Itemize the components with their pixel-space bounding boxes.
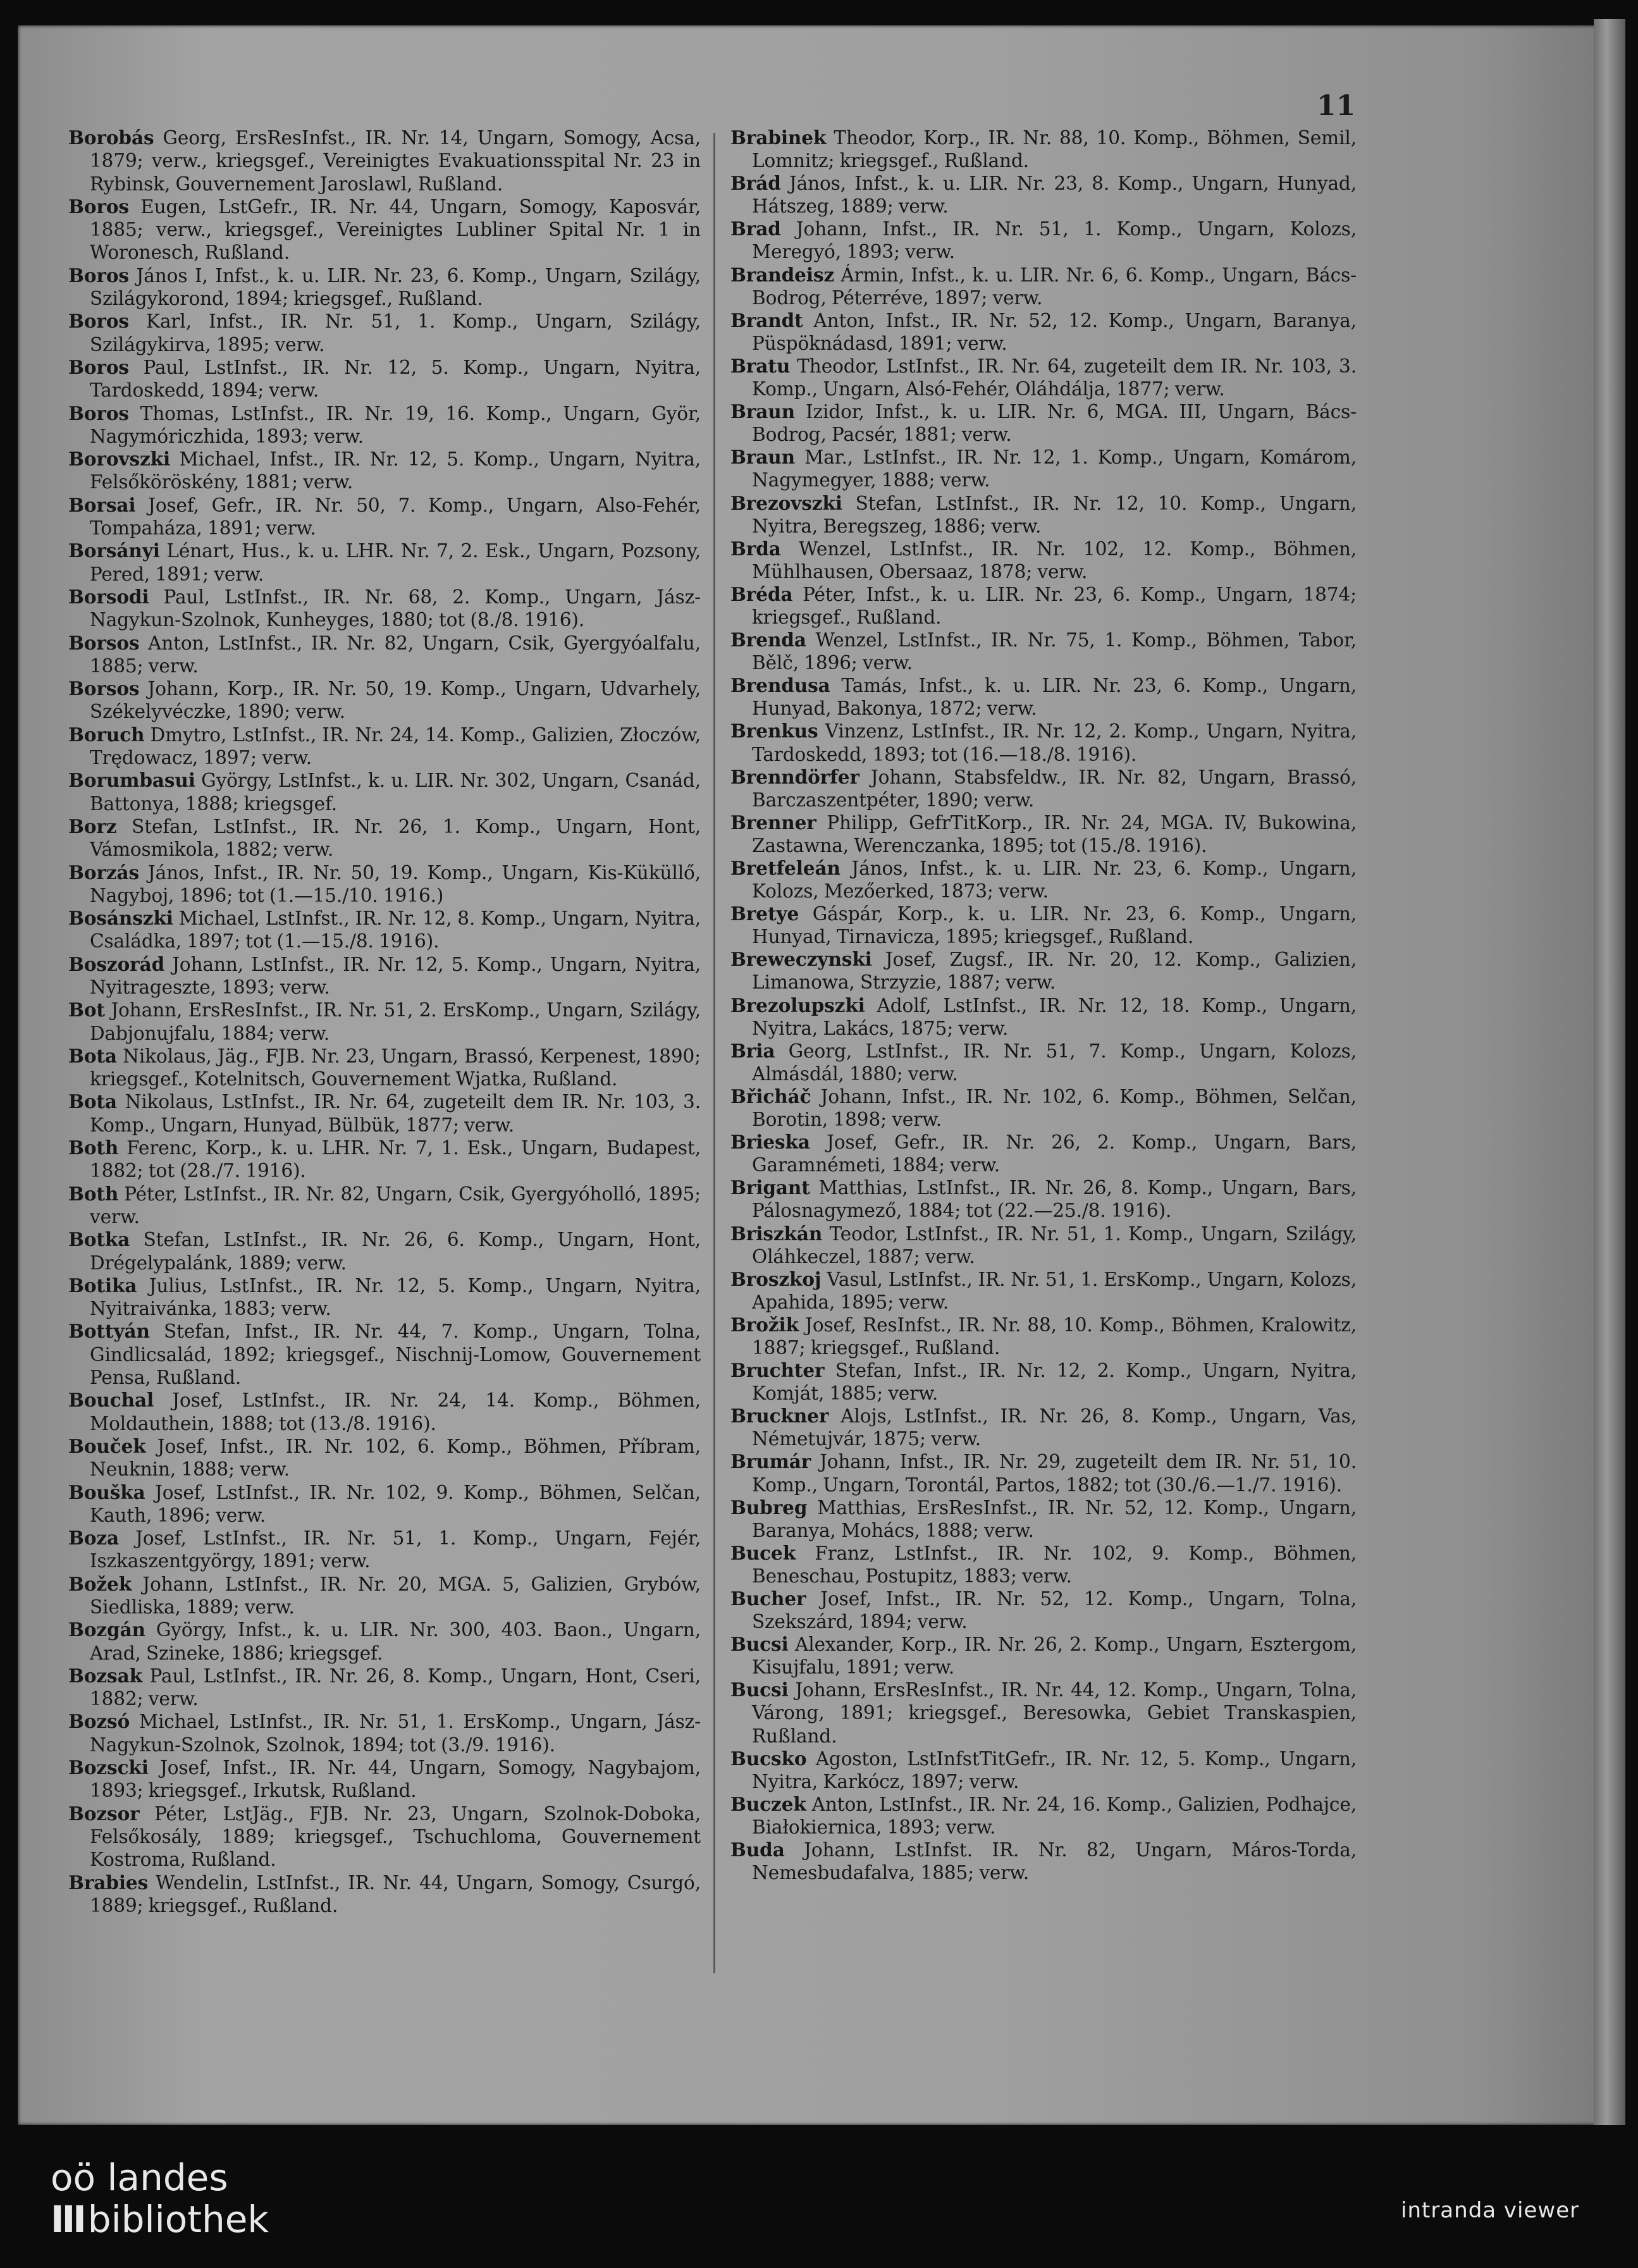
entry-details: Johann, Korp., IR. Nr. 50, 19. Komp., Ungarn, Udvarhely, Székelyvéczke, 1890; verw. [90, 678, 701, 723]
register-entry [730, 1747, 1357, 1793]
logo-line-2 [51, 2198, 269, 2240]
entry-surname: Brandt [730, 309, 803, 331]
entry-surname: Braun [730, 446, 795, 469]
entry-details: Vasul, LstInfst., IR. Nr. 51, 1. ErsKomp., Ungarn, Kolozs, Apahida, 1895; verw. [752, 1268, 1357, 1313]
entry-surname: Borovszki [68, 448, 171, 471]
entry-surname: Bota [68, 1090, 117, 1113]
entry-surname: Buda [730, 1839, 785, 1861]
library-logo[interactable] [51, 2157, 269, 2240]
register-entry [68, 1274, 701, 1321]
entry-surname: Bucsi [730, 1633, 789, 1656]
register-entry [68, 1618, 701, 1665]
register-entry [68, 632, 701, 678]
register-entry [730, 355, 1357, 400]
entry-surname: Brigant [730, 1176, 810, 1199]
register-entry [68, 1137, 701, 1183]
entry-surname: Bubreg [730, 1496, 808, 1519]
register-entry [68, 1435, 701, 1481]
entry-details: Stefan, Infst., IR. Nr. 44, 7. Komp., Ungarn, Tolna, Gindlicsalád, 1892; kriegsgef., Nischnij-Lomow, Gouvernement Pensa, Rußland. [90, 1321, 701, 1389]
entry-surname: Boruch [68, 723, 145, 746]
entry-details: Gáspár, Korp., k. u. LIR. Nr. 23, 6. Komp., Ungarn, Hunyad, Tirnavicza, 1895; kriegsgef., Rußland. [752, 903, 1357, 948]
register-entry [730, 1314, 1357, 1359]
entry-surname: Both [68, 1182, 119, 1205]
entry-surname: Brendusa [730, 674, 830, 697]
entry-surname: Brabinek [730, 126, 827, 149]
entry-surname: Borsos [68, 677, 140, 700]
register-entry [68, 448, 701, 494]
entry-surname: Bretye [730, 903, 799, 925]
register-entry [68, 1045, 701, 1091]
logo-line-2-text: bibliothek [87, 2198, 269, 2241]
entry-details: Teodor, LstInfst., IR. Nr. 51, 1. Komp., Ungarn, Szilágy, Oláhkeczel, 1887; verw. [752, 1223, 1357, 1267]
entry-surname: Bréda [730, 582, 793, 605]
entry-details: János, Infst., IR. Nr. 50, 19. Komp., Ungarn, Kis-Küküllő, Nagyboj, 1896; tot (1.—15./10. 1916.) [90, 861, 701, 906]
entry-details: Philipp, GefrTitKorp., IR. Nr. 24, MGA. IV, Bukowina, Zastawna, Werenczanka, 1895; tot (15./8. 1916). [752, 811, 1357, 856]
register-entry [730, 1450, 1357, 1496]
register-entry [730, 1633, 1357, 1679]
entry-details: Michael, LstInfst., IR. Nr. 12, 8. Komp., Ungarn, Nyitra, Családka, 1897; tot (1.—15./8. 1916). [90, 908, 701, 952]
entry-details: Julius, LstInfst., IR. Nr. 12, 5. Komp., Ungarn, Nyitra, Nyitraivánka, 1883; verw. [90, 1274, 701, 1320]
column-divider [713, 133, 715, 1973]
entry-surname: Braun [730, 400, 795, 423]
entry-surname: Bouček [68, 1434, 146, 1457]
register-entry [730, 1223, 1357, 1268]
entry-surname: Brenda [730, 629, 806, 651]
entry-details: Theodor, Korp., IR. Nr. 88, 10. Komp., Böhmen, Semil, Lomnitz; kriegsgef., Rußland. [752, 127, 1357, 172]
entry-details: Paul, LstInfst., IR. Nr. 26, 8. Komp., Ungarn, Hont, Cseri, 1882; verw. [90, 1665, 701, 1710]
entry-details: Johann, LstInfst. IR. Nr. 82, Ungarn, Máros-Torda, Nemesbudafalva, 1885; verw. [752, 1839, 1357, 1884]
entry-details: Georg, ErsResInfst., IR. Nr. 14, Ungarn, Somogy, Acsa, 1879; verw., kriegsgef., Vereinigtes Evakuationsspital Nr. 23 in Rybinsk, Gouvernement Jaroslawl, Rußland. [90, 127, 701, 195]
entry-details: Nikolaus, LstInfst., IR. Nr. 64, zugeteilt dem IR. Nr. 103, 3. Komp., Ungarn, Hunyad, Bülbük, 1877; verw. [90, 1091, 701, 1136]
entry-surname: Both [68, 1137, 119, 1159]
register-entry [68, 264, 701, 311]
entry-surname: Boros [68, 195, 129, 218]
register-entry [68, 1320, 701, 1389]
entry-surname: Bruckner [730, 1405, 829, 1427]
page-edge [1594, 19, 1625, 2131]
entry-surname: Boros [68, 310, 129, 333]
register-entry [730, 1405, 1357, 1450]
entry-surname: Bot [68, 999, 105, 1021]
entry-surname: Bozsak [68, 1664, 142, 1687]
entry-details: Anton, LstInfst., IR. Nr. 82, Ungarn, Csik, Gyergyóalfalu, 1885; verw. [90, 632, 701, 677]
entry-details: György, Infst., k. u. LIR. Nr. 300, 403. Baon., Ungarn, Arad, Szineke, 1886; kriegsgef. [90, 1619, 701, 1664]
entry-details: Péter, LstJäg., FJB. Nr. 23, Ungarn, Szolnok-Doboka, Felsőkosály, 1889; kriegsgef., Tschuchloma, Gouvernement Kostroma, Rußland. [90, 1803, 701, 1871]
register-entry [730, 903, 1357, 948]
register-entry [68, 1527, 701, 1573]
entry-details: Anton, LstInfst., IR. Nr. 24, 16. Komp., Galizien, Podhajce, Białokiernica, 1893; verw. [752, 1793, 1357, 1838]
register-entry [68, 539, 701, 586]
register-entry [68, 1389, 701, 1435]
entry-details: Alojs, LstInfst., IR. Nr. 26, 8. Komp., Ungarn, Vas, Németujvár, 1875; verw. [752, 1405, 1357, 1450]
entry-surname: Bota [68, 1044, 117, 1067]
entry-surname: Bozsor [68, 1802, 140, 1825]
logo-bars-icon: III [51, 2198, 84, 2241]
entry-details: Péter, Infst., k. u. LIR. Nr. 23, 6. Komp., Ungarn, 1874; kriegsgef., Rußland. [752, 583, 1357, 628]
entry-surname: Boros [68, 264, 129, 287]
register-entry [730, 1268, 1357, 1314]
register-entry [730, 674, 1357, 720]
entry-surname: Bucsko [730, 1747, 807, 1770]
entry-details: Michael, LstInfst., IR. Nr. 51, 1. ErsKomp., Ungarn, Jász-Nagykun-Szolnok, Szolnok, 1894; tot (3./9. 1916). [90, 1711, 701, 1756]
entry-details: Josef, LstInfst., IR. Nr. 51, 1. Komp., Ungarn, Fejér, Iszkaszentgyörgy, 1891; verw. [90, 1527, 701, 1572]
entry-surname: Brád [730, 172, 781, 195]
entry-surname: Brenndörfer [730, 765, 859, 788]
register-entry [730, 446, 1357, 491]
viewer-brand[interactable]: intranda viewer [1401, 2198, 1580, 2223]
entry-surname: Bouška [68, 1481, 145, 1503]
register-entry [730, 1587, 1357, 1633]
entry-details: Péter, LstInfst., IR. Nr. 82, Ungarn, Csik, Gyergyóholló, 1895; verw. [90, 1183, 701, 1228]
entry-surname: Brda [730, 537, 781, 560]
register-entry [730, 1131, 1357, 1176]
register-entry [730, 1496, 1357, 1542]
entry-surname: Bretfeleán [730, 857, 841, 879]
register-entry [730, 538, 1357, 583]
register-entry [68, 586, 701, 632]
register-entry [68, 815, 701, 861]
register-entry [730, 1793, 1357, 1839]
entry-surname: Borsos [68, 631, 140, 654]
entry-details: Johann, ErsResInfst., IR. Nr. 44, 12. Komp., Ungarn, Tolna, Várong, 1891; kriegsgef., Beresowka, Gebiet Transkaspien, Rußland. [752, 1679, 1357, 1747]
page-number: 11 [1317, 90, 1356, 122]
entry-details: Ferenc, Korp., k. u. LHR. Nr. 7, 1. Esk., Ungarn, Budapest, 1882; tot (28./7. 1916). [90, 1137, 701, 1182]
entry-details: Johann, LstInfst., IR. Nr. 20, MGA. 5, Galizien, Grybów, Siedliska, 1889; verw. [90, 1573, 701, 1618]
entry-surname: Borz [68, 815, 117, 837]
register-entry [68, 953, 701, 999]
register-entry [730, 811, 1357, 857]
entry-details: Josef, Zugsf., IR. Nr. 20, 12. Komp., Galizien, Limanowa, Strzyzie, 1887; verw. [752, 949, 1357, 994]
entry-surname: Bouchal [68, 1389, 154, 1412]
entry-details: Stefan, LstInfst., IR. Nr. 26, 1. Komp., Ungarn, Hont, Vámosmikola, 1882; verw. [90, 815, 701, 861]
entry-details: Stefan, Infst., IR. Nr. 12, 2. Komp., Ungarn, Nyitra, Komját, 1885; verw. [752, 1360, 1357, 1405]
entry-details: Tamás, Infst., k. u. LIR. Nr. 23, 6. Komp., Ungarn, Hunyad, Bakonya, 1872; verw. [752, 675, 1357, 720]
entry-surname: Bucher [730, 1587, 806, 1610]
entry-surname: Borsai [68, 493, 136, 516]
register-entry [730, 1542, 1357, 1587]
register-entry [68, 195, 701, 264]
entry-surname: Bosánszki [68, 907, 173, 930]
register-entry [730, 1839, 1357, 1884]
entry-surname: Bottyán [68, 1320, 150, 1343]
register-entry [68, 1090, 701, 1137]
entry-details: Thomas, LstInfst., IR. Nr. 19, 16. Komp., Ungarn, Györ, Nagymóriczhida, 1893; verw. [90, 402, 701, 447]
register-entry [68, 310, 701, 356]
register-entry [730, 1359, 1357, 1405]
entry-details: Theodor, LstInfst., IR. Nr. 64, zugeteilt dem IR. Nr. 103, 3. Komp., Ungarn, Alsó-Fehér, Oláhdálja, 1877; verw. [752, 355, 1357, 400]
entry-surname: Bozsó [68, 1710, 130, 1733]
register-entry [730, 309, 1357, 355]
register-entry [68, 724, 701, 770]
register-entry [730, 766, 1357, 811]
entry-surname: Brezolupszki [730, 994, 865, 1016]
register-entry [730, 1176, 1357, 1222]
entry-details: Eugen, LstGefr., IR. Nr. 44, Ungarn, Somogy, Kaposvár, 1885; verw., kriegsgef., Vereinigtes Lubliner Spital Nr. 1 in Woronesch, Rußland. [90, 195, 701, 264]
register-entry [68, 1183, 701, 1229]
entry-details: Josef, LstInfst., IR. Nr. 24, 14. Komp., Böhmen, Moldauthein, 1888; tot (13./8. 1916). [90, 1390, 701, 1434]
entry-surname: Brumár [730, 1450, 811, 1473]
entry-surname: Borumbasui [68, 769, 195, 792]
entry-surname: Bratu [730, 354, 791, 377]
entry-surname: Borsodi [68, 585, 149, 608]
entry-details: Adolf, LstInfst., IR. Nr. 12, 18. Komp., Ungarn, Nyitra, Lakács, 1875; verw. [752, 994, 1357, 1039]
entry-surname: Brenner [730, 811, 816, 834]
entry-details: János, Infst., k. u. LIR. Nr. 23, 6. Komp., Ungarn, Kolozs, Mezőerked, 1873; verw. [752, 858, 1357, 903]
register-entry [68, 402, 701, 448]
left-column [68, 126, 701, 1917]
entry-details: Johann, Stabsfeldw., IR. Nr. 82, Ungarn, Brassó, Barczaszentpéter, 1890; verw. [752, 766, 1357, 811]
entry-details: Ármin, Infst., k. u. LIR. Nr. 6, 6. Komp., Ungarn, Bács-Bodrog, Péterréve, 1897; verw. [752, 264, 1357, 309]
register-entry [730, 583, 1357, 629]
entry-details: Alexander, Korp., IR. Nr. 26, 2. Komp., Ungarn, Esztergom, Kisujfalu, 1891; verw. [752, 1634, 1357, 1679]
entry-surname: Božek [68, 1572, 132, 1595]
entry-details: Josef, Infst., IR. Nr. 52, 12. Komp., Ungarn, Tolna, Szekszárd, 1894; verw. [752, 1588, 1357, 1633]
entry-details: Wenzel, LstInfst., IR. Nr. 75, 1. Komp., Böhmen, Tabor, Bělč, 1896; verw. [752, 629, 1357, 674]
register-entry [730, 1085, 1357, 1131]
register-entry [68, 1573, 701, 1619]
register-entry [730, 720, 1357, 765]
register-entry [730, 492, 1357, 538]
entry-surname: Boros [68, 355, 129, 378]
right-column [730, 126, 1357, 1884]
register-entry [68, 677, 701, 724]
register-entry [730, 400, 1357, 446]
register-entry [730, 1679, 1357, 1747]
register-entry [68, 1756, 701, 1803]
entry-details: Vinzenz, LstInfst., IR. Nr. 12, 2. Komp., Ungarn, Nyitra, Tardoskedd, 1893; tot (16.—18./8. 1916). [752, 720, 1357, 765]
entry-surname: Boza [68, 1527, 120, 1550]
entry-surname: Borsányi [68, 539, 160, 562]
entry-details: Josef, Gefr., IR. Nr. 26, 2. Komp., Ungarn, Bars, Garamnémeti, 1884; verw. [752, 1131, 1357, 1176]
register-entry [730, 218, 1357, 263]
entry-surname: Bucsi [730, 1679, 789, 1701]
register-entry [730, 126, 1357, 172]
entry-surname: Breweczynski [730, 948, 872, 971]
entry-details: Matthias, LstInfst., IR. Nr. 26, 8. Komp., Ungarn, Bars, Pálosnagymező, 1884; tot (22.—25./8. 1916). [752, 1177, 1357, 1222]
register-entry [730, 172, 1357, 218]
entry-details: Franz, LstInfst., IR. Nr. 102, 9. Komp., Böhmen, Beneschau, Postupitz, 1883; verw. [752, 1542, 1357, 1587]
entry-details: Michael, Infst., IR. Nr. 12, 5. Komp., Ungarn, Nyitra, Felsőköröskény, 1881; verw. [90, 448, 701, 493]
entry-details: György, LstInfst., k. u. LIR. Nr. 302, Ungarn, Csanád, Battonya, 1888; kriegsgef. [90, 770, 701, 815]
register-entry [68, 1665, 701, 1711]
register-entry [68, 1481, 701, 1527]
entry-details: Matthias, ErsResInfst., IR. Nr. 52, 12. Komp., Ungarn, Baranya, Mohács, 1888; verw. [752, 1496, 1357, 1541]
entry-details: János I, Infst., k. u. LIR. Nr. 23, 6. Komp., Ungarn, Szilágy, Szilágykorond, 1894; kriegsgef., Rußland. [90, 264, 701, 310]
entry-details: Johann, Infst., IR. Nr. 51, 1. Komp., Ungarn, Kolozs, Meregyó, 1893; verw. [752, 218, 1357, 263]
register-entry [730, 857, 1357, 903]
entry-surname: Botka [68, 1228, 130, 1251]
entry-details: Anton, Infst., IR. Nr. 52, 12. Komp., Ungarn, Baranya, Püspöknádasd, 1891; verw. [752, 309, 1357, 354]
entry-surname: Bozscki [68, 1756, 149, 1779]
entry-surname: Bucek [730, 1541, 796, 1564]
entry-surname: Bruchter [730, 1359, 825, 1382]
entry-surname: Broszkoj [730, 1267, 822, 1290]
entry-surname: Břicháč [730, 1085, 811, 1107]
entry-details: Dmytro, LstInfst., IR. Nr. 24, 14. Komp., Galizien, Złoczów, Trędowacz, 1897; verw. [90, 724, 701, 769]
entry-surname: Briszkán [730, 1222, 823, 1245]
entry-surname: Boros [68, 402, 129, 424]
entry-details: Agoston, LstInfstTitGefr., IR. Nr. 12, 5. Komp., Ungarn, Nyitra, Karkócz, 1897; verw. [752, 1747, 1357, 1792]
register-entry [68, 126, 701, 195]
register-entry [68, 1803, 701, 1871]
register-entry [730, 1040, 1357, 1085]
entry-details: Lénart, Hus., k. u. LHR. Nr. 7, 2. Esk., Ungarn, Pozsony, Pered, 1891; verw. [90, 540, 701, 585]
entry-details: Stefan, LstInfst., IR. Nr. 26, 6. Komp., Ungarn, Hont, Drégelypalánk, 1889; verw. [90, 1229, 701, 1274]
entry-details: Johann, Infst., IR. Nr. 29, zugeteilt dem IR. Nr. 51, 10. Komp., Ungarn, Torontál, Partos, 1882; tot (30./6.—1./7. 1916). [752, 1451, 1357, 1496]
entry-details: János, Infst., k. u. LIR. Nr. 23, 8. Komp., Ungarn, Hunyad, Hátszeg, 1889; verw. [752, 173, 1357, 218]
entry-surname: Botika [68, 1274, 137, 1297]
entry-surname: Brabies [68, 1871, 149, 1894]
entry-surname: Brožik [730, 1313, 799, 1336]
entry-details: Josef, Infst., IR. Nr. 44, Ungarn, Somogy, Nagybajom, 1893; kriegsgef., Irkutsk, Rußland. [90, 1757, 701, 1802]
entry-details: Karl, Infst., IR. Nr. 51, 1. Komp., Ungarn, Szilágy, Szilágykirva, 1895; verw. [90, 311, 701, 355]
entry-details: Mar., LstInfst., IR. Nr. 12, 1. Komp., Ungarn, Komárom, Nagymegyer, 1888; verw. [752, 447, 1357, 491]
entry-details: Josef, Gefr., IR. Nr. 50, 7. Komp., Ungarn, Also-Fehér, Tompaháza, 1891; verw. [90, 494, 701, 539]
register-entry [68, 861, 701, 908]
register-entry [68, 999, 701, 1045]
entry-surname: Borobás [68, 126, 154, 149]
entry-surname: Bozgán [68, 1618, 145, 1641]
register-entry [730, 264, 1357, 309]
register-entry [68, 356, 701, 402]
entry-details: Johann, Infst., IR. Nr. 102, 6. Komp., Böhmen, Selčan, Borotin, 1898; verw. [752, 1085, 1357, 1131]
entry-surname: Brezovszki [730, 491, 842, 514]
entry-details: Josef, Infst., IR. Nr. 102, 6. Komp., Böhmen, Příbram, Neuknin, 1888; verw. [90, 1435, 701, 1481]
register-entry [730, 629, 1357, 674]
register-entry [68, 769, 701, 815]
entry-details: Johann, LstInfst., IR. Nr. 12, 5. Komp., Ungarn, Nyitra, Nyitrageszte, 1893; verw. [90, 953, 701, 998]
register-entry [68, 907, 701, 953]
entry-details: Paul, LstInfst., IR. Nr. 12, 5. Komp., Ungarn, Nyitra, Tardoskedd, 1894; verw. [90, 356, 701, 402]
register-entry [68, 494, 701, 540]
entry-surname: Brandeisz [730, 263, 835, 286]
entry-surname: Bria [730, 1039, 775, 1062]
entry-details: Josef, ResInfst., IR. Nr. 88, 10. Komp., Böhmen, Kralowitz, 1887; kriegsgef., Rußland. [752, 1314, 1357, 1359]
logo-line-1: oö landes [51, 2156, 228, 2199]
entry-surname: Brieska [730, 1131, 810, 1154]
entry-details: Paul, LstInfst., IR. Nr. 68, 2. Komp., Ungarn, Jász-Nagykun-Szolnok, Kunheyges, 1880; tot (8./8. 1916). [90, 586, 701, 631]
register-entry [68, 1228, 701, 1274]
entry-details: Josef, LstInfst., IR. Nr. 102, 9. Komp., Böhmen, Selčan, Kauth, 1896; verw. [90, 1481, 701, 1526]
register-entry [730, 948, 1357, 994]
entry-details: Johann, ErsResInfst., IR. Nr. 51, 2. ErsKomp., Ungarn, Szilágy, Dabjonujfalu, 1884; verw. [90, 999, 701, 1044]
entry-surname: Brad [730, 218, 781, 240]
register-entry [68, 1710, 701, 1756]
entry-surname: Boszorád [68, 952, 165, 975]
register-entry [730, 994, 1357, 1040]
register-entry [68, 1871, 701, 1918]
entry-details: Wendelin, LstInfst., IR. Nr. 44, Ungarn, Somogy, Csurgó, 1889; kriegsgef., Rußland. [90, 1871, 701, 1916]
entry-details: Wenzel, LstInfst., IR. Nr. 102, 12. Komp., Böhmen, Mühlhausen, Obersaaz, 1878; verw. [752, 538, 1357, 582]
entry-details: Georg, LstInfst., IR. Nr. 51, 7. Komp., Ungarn, Kolozs, Almásdál, 1880; verw. [752, 1040, 1357, 1085]
entry-surname: Borzás [68, 861, 140, 884]
entry-surname: Brenkus [730, 720, 818, 743]
entry-surname: Buczek [730, 1792, 806, 1815]
entry-details: Izidor, Infst., k. u. LIR. Nr. 6, MGA. III, Ungarn, Bács-Bodrog, Pacsér, 1881; verw. [752, 401, 1357, 446]
entry-details: Nikolaus, Jäg., FJB. Nr. 23, Ungarn, Brassó, Kerpenest, 1890; kriegsgef., Kotelnitsch, Gouvernement Wjatka, Rußland. [90, 1045, 701, 1090]
entry-details: Stefan, LstInfst., IR. Nr. 12, 10. Komp., Ungarn, Nyitra, Beregszeg, 1886; verw. [752, 492, 1357, 537]
